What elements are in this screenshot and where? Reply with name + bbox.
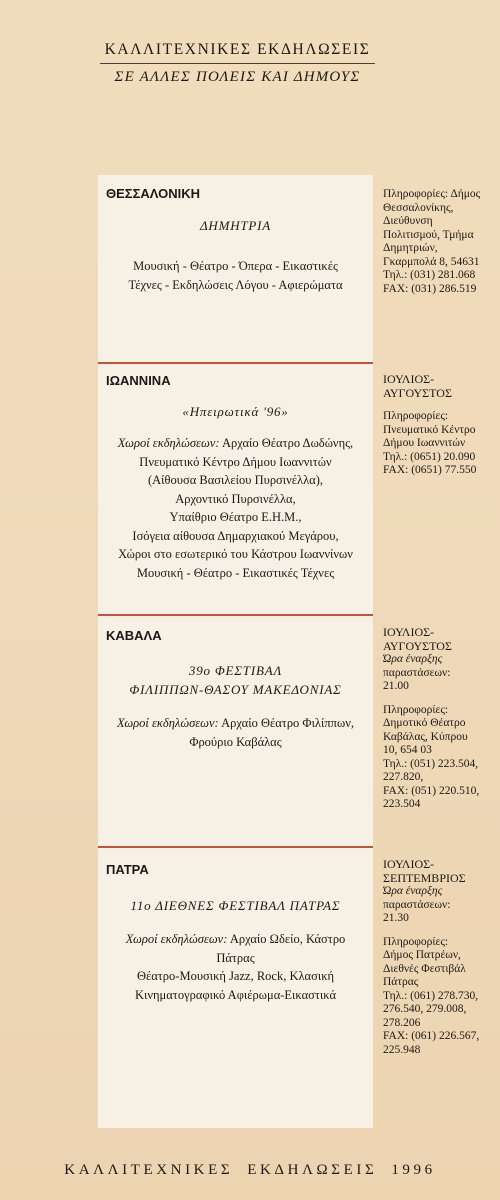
info-line: Τηλ.: (061) 278.730, (383, 989, 479, 1002)
event-title: «Ηπειρωτικά '96» (182, 404, 289, 419)
info-line: Καβάλας, Κύπρου (383, 730, 468, 743)
detail-line: Τέχνες - Εκδηλώσεις Λόγου - Αφιερώματα (128, 277, 343, 292)
side-info-thessaloniki (383, 188, 495, 296)
info-line: 278.206 (383, 1016, 421, 1029)
start-time-label: Ώρα έναρξης (383, 653, 443, 665)
info-line: 276.540, 279.008, (383, 1003, 467, 1015)
venues-label: Χωροί εκδηλώσεων: (117, 436, 220, 450)
side-info-ioannina (383, 372, 495, 478)
info-line: Πληροφορίες: (383, 703, 449, 716)
detail-line: Αρχοντικό Πυρσινέλλα, (175, 491, 296, 506)
event-box-ioannina (98, 362, 373, 614)
info-line: 223.504 (383, 798, 421, 810)
start-time-label: Ώρα έναρξης (383, 885, 443, 897)
detail-line: Χωροί εκδηλώσεων: Αρχαίο Ωδείο, Κάστρο (125, 932, 346, 946)
header-divider (100, 63, 375, 64)
info-line: 10, 654 03 (383, 744, 432, 756)
detail-line: Θέατρο-Μουσική Jazz, Rock, Κλασική (136, 969, 335, 983)
detail-line: Κινηματογραφικό Αφιέρωμα-Εικαστικά (134, 987, 337, 1002)
event-title: ΔΗΜΗΤΡΙΑ (199, 218, 272, 233)
info-line: Τηλ.: (0651) 20.090 (383, 450, 476, 463)
info-line: Διεθνές Φεστιβάλ (383, 962, 466, 975)
info-line: Δημοτικό Θέατρο (383, 717, 466, 729)
info-line: Πάτρας (383, 976, 419, 988)
info-line: Θεσσαλονίκης, (383, 201, 454, 214)
info-line: FAX: (0651) 77.550 (383, 464, 477, 476)
page-footer (0, 1162, 500, 1179)
city-name: ΚΑΒΑΛΑ (106, 628, 162, 643)
info-line: Δήμου Ιωαννιτών (383, 437, 466, 449)
event-dates: ΙΟΥΛΙΟΣ- ΣΕΠΤΕΜΒΡΙΟΣ Ώρα έναρξης παραστάσεων: 21.30 (383, 857, 495, 926)
side-info-patra (383, 857, 495, 1057)
info-line: Γκαρμπολά 8, 54631 (383, 255, 480, 268)
event-dates: ΙΟΥΛΙΟΣ- ΑΥΓΟΥΣΤΟΣ Ώρα έναρξης παραστάσεων: 21.00 (383, 625, 495, 694)
detail-line: Πνευματικό Κέντρο Δήμου Ιωαννιτών (139, 454, 332, 469)
page-subtitle: ΣΕ ΑΛΛΕΣ ΠΟΛΕΙΣ ΚΑΙ ΔΗΜΟΥΣ (114, 69, 361, 85)
city-name: ΙΩΑΝΝΙΝΑ (106, 373, 171, 388)
detail-line: Χωροί εκδηλώσεων: Αρχαίο Θέατρο Φιλίππων, (117, 716, 354, 730)
info-line: FAX: (051) 220.510, (383, 784, 480, 797)
event-details (104, 434, 367, 582)
venues-label: Χωροί εκδηλώσεων: (125, 932, 228, 946)
event-title: 11ο ΔΙΕΘΝΕΣ ΦΕΣΤΙΒΑΛ ΠΑΤΡΑΣ (130, 898, 341, 913)
detail-line: Χωροί εκδηλώσεων: Αρχαίο Θέατρο Δωδώνης, (117, 436, 354, 450)
event-dates: ΙΟΥΛΙΟΣ- ΑΥΓΟΥΣΤΟΣ (383, 372, 452, 400)
info-line: 227.820, (383, 771, 424, 783)
event-box-thessaloniki (98, 175, 373, 362)
venues-label: Χωροί εκδηλώσεων: (117, 716, 219, 730)
event-details (104, 257, 367, 294)
detail-line: Φρούριο Καβάλας (189, 734, 282, 749)
page-header (100, 40, 375, 87)
info-line: 225.948 (383, 1043, 421, 1056)
detail-line: Ισόγεια αίθουσα Δημαρχιακού Μεγάρου, (132, 528, 339, 543)
footer-year: 1996 (391, 1162, 436, 1178)
start-time: 21.30 (383, 912, 409, 924)
info-line: Πληροφορίες: (383, 935, 449, 948)
info-line: Πολιτισμού, Τμήμα (383, 228, 474, 241)
info-line: Πληροφορίες: Δήμος (383, 188, 481, 200)
event-title: 39ο ΦΕΣΤΙΒΑΛ ΦΙΛΙΠΠΩΝ-ΘΑΣΟΥ ΜΑΚΕΔΟΝΙΑΣ (129, 663, 342, 697)
detail-line: Πάτρας (216, 950, 255, 965)
detail-line: Μουσική - Θέατρο - Όπερα - Εικαστικές (133, 259, 338, 273)
city-name: ΠΑΤΡΑ (106, 862, 149, 877)
footer-title-left: ΚΑΛΛΙΤΕΧΝΙΚΕΣ (64, 1162, 234, 1178)
event-details (104, 714, 367, 751)
info-line: Δημητριών, (383, 242, 438, 254)
detail-line: Χώροι στο εσωτερικό του Κάστρου Ιωαννίνων (118, 547, 353, 561)
info-line: Πληροφορίες: (383, 410, 449, 422)
info-line: Δήμος Πατρέων, (383, 949, 461, 961)
start-time: 21.00 (383, 680, 409, 692)
detail-line: Υπαίθριο Θέατρο Ε.Η.Μ., (169, 510, 302, 524)
detail-line: Μουσική - Θέατρο - Εικαστικές Τέχνες (136, 565, 335, 580)
info-line: Πνευματικό Κέντρο (383, 423, 476, 436)
side-info-kavala (383, 625, 495, 812)
info-line: Τηλ.: (051) 223.504, (383, 757, 479, 770)
event-box-kavala (98, 614, 373, 846)
info-line: Τηλ.: (031) 281.068 (383, 269, 476, 281)
event-box-patra (98, 846, 373, 1128)
info-line: Διεύθυνση (383, 215, 433, 227)
page-title: ΚΑΛΛΙΤΕΧΝΙΚΕΣ ΕΚΔΗΛΩΣΕΙΣ (104, 41, 371, 58)
event-details (104, 930, 367, 1004)
city-name: ΘΕΣΣΑΛΟΝΙΚΗ (106, 186, 200, 201)
footer-title-middle: ΕΚΔΗΛΩΣΕΙΣ (247, 1162, 378, 1178)
info-line: FAX: (061) 226.567, (383, 1030, 480, 1042)
info-line: FAX: (031) 286.519 (383, 282, 477, 295)
detail-line: (Αίθουσα Βασιλείου Πυρσινέλλα), (147, 473, 324, 487)
